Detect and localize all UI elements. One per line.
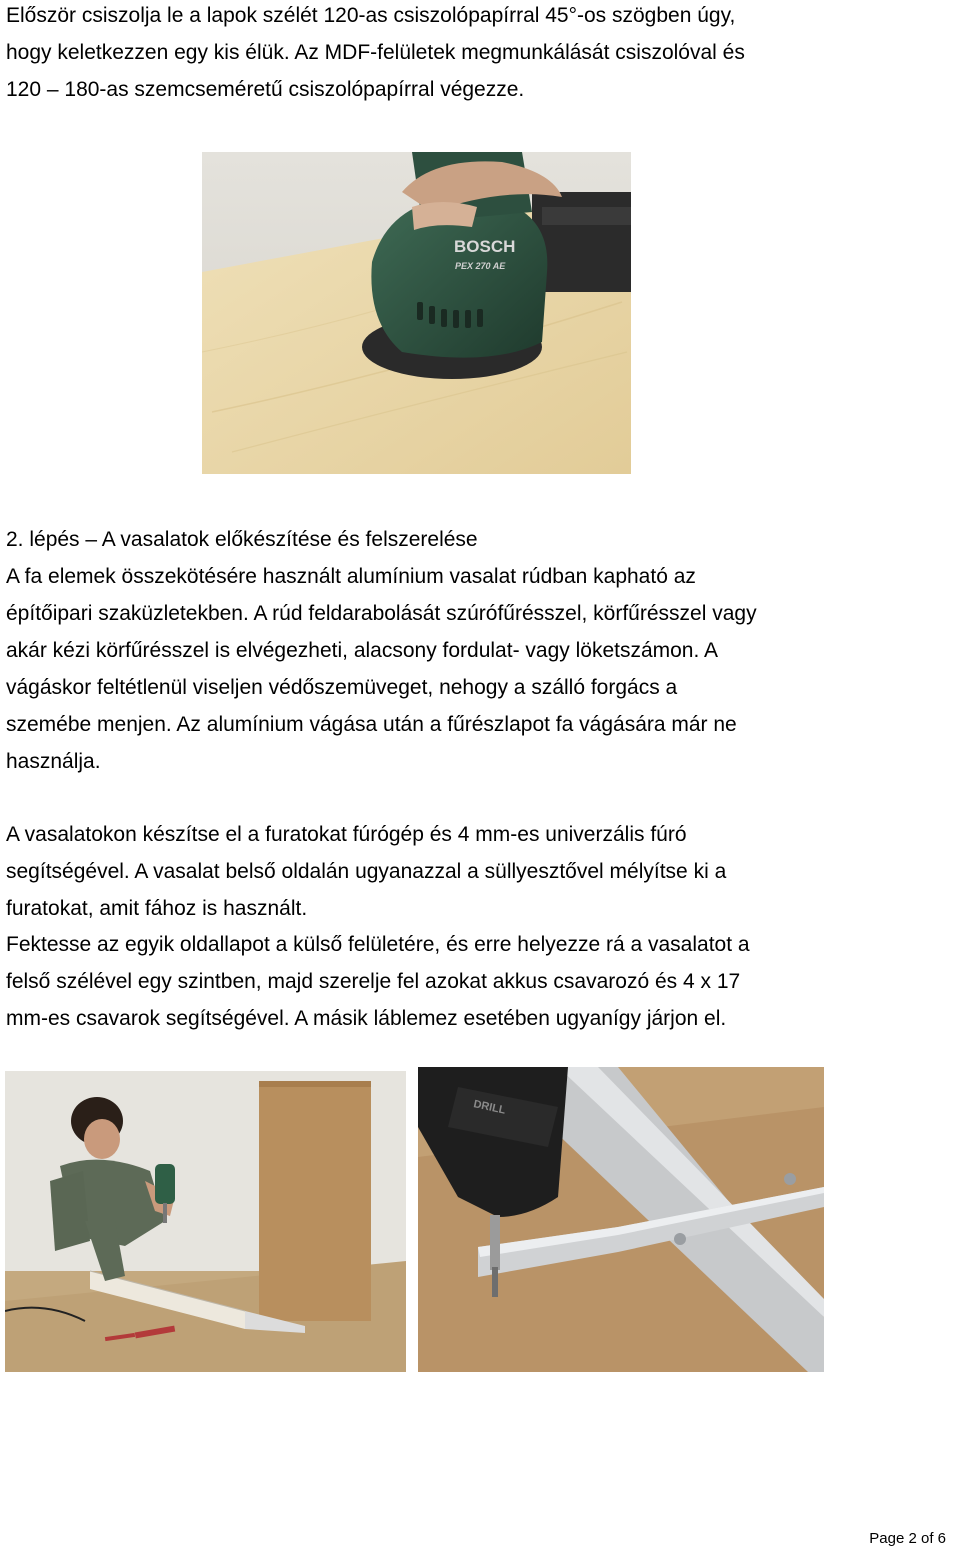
- text-line: hogy keletkezzen egy kis élük. Az MDF-felületek megmunkálását csiszolóval és: [6, 41, 745, 64]
- text-line: építőipari szaküzletekben. A rúd feldarabolását szúrófűrésszel, körfűrésszel vagy: [6, 602, 757, 625]
- page-number: Page 2 of 6: [869, 1530, 946, 1547]
- text-line: Fektesse az egyik oldallapot a külső felületére, és erre helyezze rá a vasalatot a: [6, 933, 750, 956]
- text-line: furatokat, amit fához is használt.: [6, 897, 308, 920]
- paragraph-sanding: [6, 0, 946, 108]
- text-line: vágáskor feltétlenül viseljen védőszemüveget, nehogy a szálló forgács a: [6, 676, 678, 699]
- man-drilling-photo: [5, 1071, 406, 1372]
- paragraph-step-2: [6, 521, 946, 780]
- sander-photo: [202, 152, 631, 474]
- text-line: használja.: [6, 750, 101, 773]
- text-line: A vasalatokon készítse el a furatokat fúrógép és 4 mm-es univerzális fúró: [6, 823, 687, 846]
- text-line: felső szélével egy szintben, majd szerelje fel azokat akkus csavarozó és 4 x 17: [6, 970, 741, 993]
- text-line: szemébe menjen. Az alumínium vágása után a fűrészlapot fa vágására már ne: [6, 713, 737, 736]
- text-line: mm-es csavarok segítségével. A másik láblemez esetében ugyanígy járjon el.: [6, 1007, 727, 1030]
- text-line: akár kézi körfűrésszel is elvégezheti, alacsony fordulat- vagy löketszámon. A: [6, 639, 719, 662]
- text-line: 120 – 180-as szemcseméretű csiszolópapírral végezze.: [6, 78, 525, 101]
- text-line: segítségével. A vasalat belső oldalán ugyanazzal a süllyesztővel mélyítse ki a: [6, 860, 727, 883]
- sander-model-label: PEX 270 AE: [455, 261, 506, 271]
- sander-brand-label: BOSCH: [454, 237, 516, 256]
- drill-closeup-photo: [418, 1067, 824, 1372]
- paragraph-mounting: [6, 926, 946, 1037]
- drill-brand-label: DRILL: [472, 1098, 507, 1117]
- step-heading: 2. lépés – A vasalatok előkészítése és felszerelése: [6, 528, 478, 551]
- paragraph-drilling: [6, 816, 946, 927]
- text-line: Először csiszolja le a lapok szélét 120-as csiszolópapírral 45°-os szögben úgy,: [6, 4, 736, 27]
- text-line: A fa elemek összekötésére használt alumínium vasalat rúdban kapható az: [6, 565, 696, 588]
